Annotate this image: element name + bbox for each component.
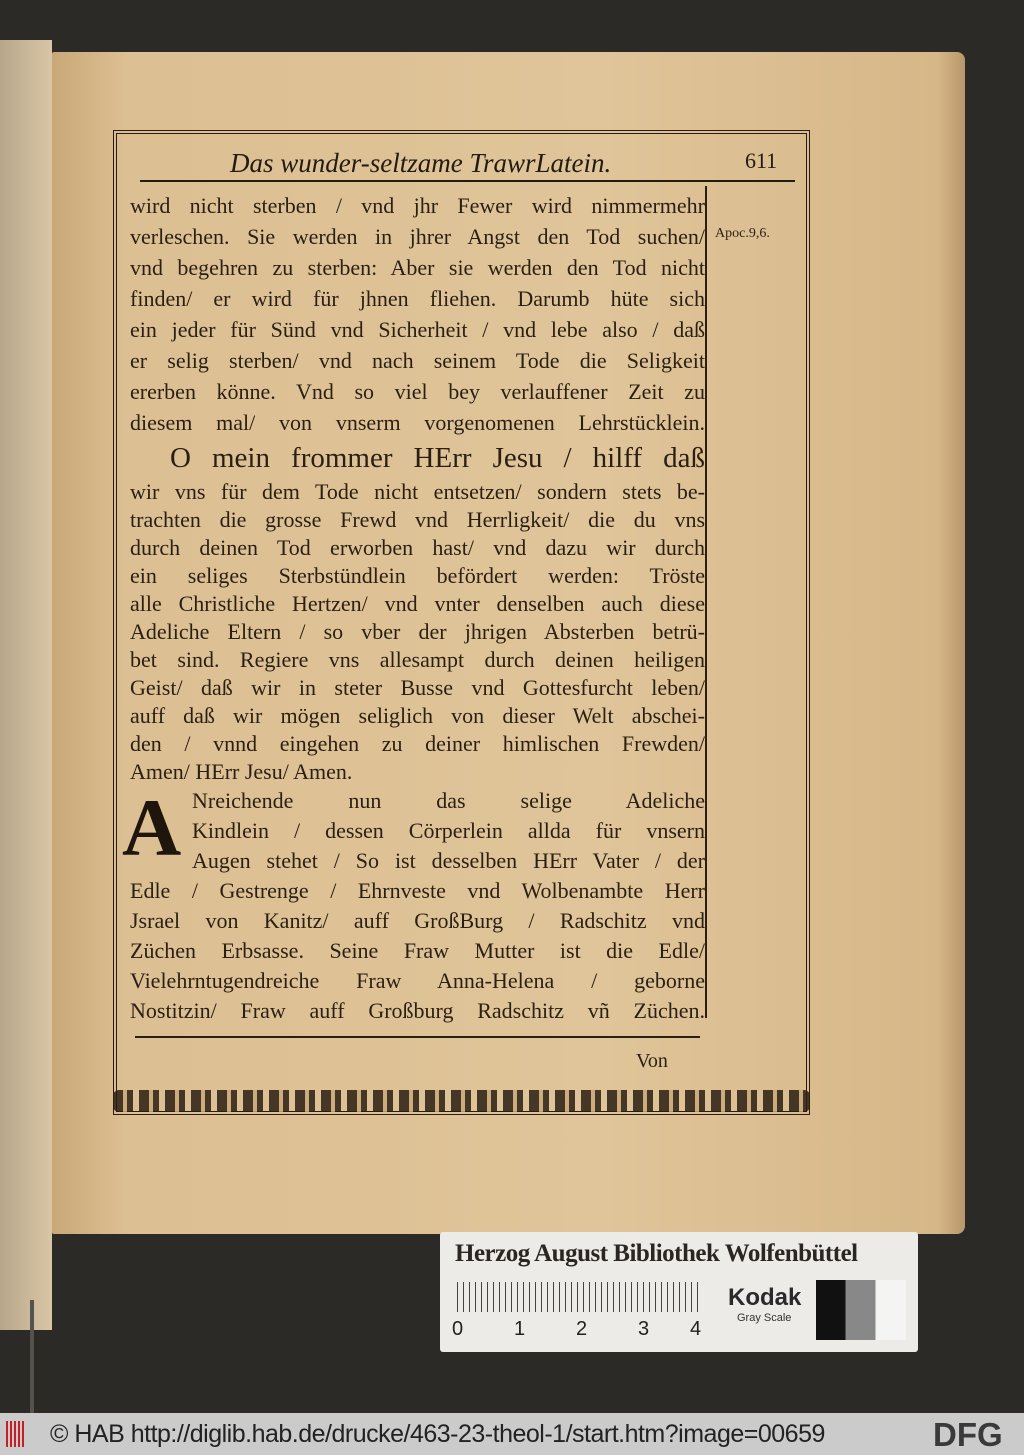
text-line: Amen/ HErr Jesu/ Amen.	[130, 759, 353, 784]
facing-page-edge	[0, 40, 52, 1330]
text-line: ererben könne. Vnd so viel bey verlauffener Zeit zu	[130, 379, 705, 404]
text-line: Geist/ daß wir in steter Busse vnd Gottesfurcht leben/	[130, 675, 705, 700]
text-line: ein jeder für Sünd vnd Sicherheit / vnd lebe also / daß	[130, 317, 705, 342]
text-line: Kindlein / dessen Cörperlein allda für vnsern	[192, 818, 705, 843]
footer-bar	[0, 1413, 1024, 1455]
text-line: Vielehrntugendreiche Fraw Anna-Helena / geborne	[130, 968, 705, 993]
paragraph-1	[130, 190, 705, 438]
margin-note: Apoc.9,6.	[715, 226, 770, 241]
text-line: Edle / Gestrenge / Ehrnveste vnd Wolbenambte Herr	[130, 878, 705, 903]
text-line: er selig sterben/ vnd nach seinem Tode die Seligkeit	[130, 348, 705, 373]
text-line: wir vns für dem Tode nicht entsetzen/ sondern stets be-	[130, 479, 705, 504]
ruler-number: 3	[638, 1318, 650, 1340]
spine	[30, 1300, 34, 1413]
text-line: Nreichende nun das selige Adeliche	[192, 788, 705, 813]
running-head: Das wunder-seltzame TrawrLatein.	[230, 148, 612, 178]
text-line: verleschen. Sie werden in jhrer Angst den Tod suchen/	[130, 224, 705, 249]
column-rule	[705, 186, 707, 1018]
text-line: trachten die grosse Frewd vnd Herrligkeit/ die du vns	[130, 507, 705, 532]
text-line: wird nicht sterben / vnd jhr Fewer wird nimmermehr	[130, 193, 705, 218]
text-line: durch deinen Tod erworben hast/ vnd dazu wir durch	[130, 535, 705, 560]
ruler-number: 0	[452, 1318, 464, 1340]
text-line: Augen stehet / So ist desselben HErr Vater / der	[192, 848, 705, 873]
paragraph-2	[130, 478, 705, 786]
paragraph-3	[130, 876, 705, 1026]
page-number: 611	[745, 148, 778, 173]
text-line: vnd begehren zu sterben: Aber sie werden den Tod nicht	[130, 255, 705, 280]
text-line: den / vnnd eingehen zu deiner himlischen Frewden/	[130, 731, 705, 756]
paragraph-3-indented	[122, 782, 705, 876]
hab-logo-icon	[6, 1421, 26, 1447]
ruler-number: 2	[576, 1318, 588, 1340]
prayer-opening-line: O mein frommer HErr Jesu / hilff daß	[170, 442, 705, 474]
drop-cap: A	[122, 782, 182, 873]
text-line: Adeliche Eltern / so vber der jhrigen Absterben betrü-	[130, 619, 705, 644]
text-line: finden/ er wird für jhnen fliehen. Darumb hüte sich	[130, 286, 705, 311]
gray-scale-swatches	[816, 1280, 906, 1340]
ruler-number: 4	[690, 1318, 702, 1340]
ruler-number: 1	[514, 1318, 526, 1340]
kodak-logo: Kodak	[728, 1284, 802, 1311]
text-column	[122, 190, 705, 1026]
text-line: Jsrael von Kanitz/ auff GroßBurg / Radschitz vnd	[130, 908, 705, 933]
scale-ruler	[457, 1282, 702, 1312]
text-line: Nostitzin/ Fraw auff Großburg Radschitz vñ Züchen.	[130, 998, 705, 1023]
catchword: Von	[636, 1050, 668, 1072]
text-line: bet sind. Regiere vns allesampt durch deinen heiligen	[130, 647, 705, 672]
library-name: Herzog August Bibliothek Wolfenbüttel	[455, 1240, 858, 1267]
text-line: ein seliges Sterbstündlein befördert werden: Tröste	[130, 563, 705, 588]
copyright-link[interactable]: © HAB http://diglib.hab.de/drucke/463-23-theol-1/start.htm?image=00659	[50, 1420, 825, 1448]
header-rule	[140, 180, 795, 182]
footer-rule	[135, 1036, 700, 1038]
text-line: Züchen Erbsasse. Seine Fraw Mutter ist die Edle/	[130, 938, 705, 963]
gray-scale-label: Gray Scale	[737, 1312, 792, 1324]
text-line: diesem mal/ von vnserm vorgenomenen Lehrstücklein.	[130, 410, 705, 435]
text-line: alle Christliche Hertzen/ vnd vnter denselben auch diese	[130, 591, 705, 616]
ornamental-border	[113, 1090, 810, 1112]
dfg-logo: DFG	[933, 1416, 1003, 1453]
text-line: auff daß wir mögen seliglich von dieser Welt abschei-	[130, 703, 705, 728]
library-color-card	[440, 1232, 918, 1352]
